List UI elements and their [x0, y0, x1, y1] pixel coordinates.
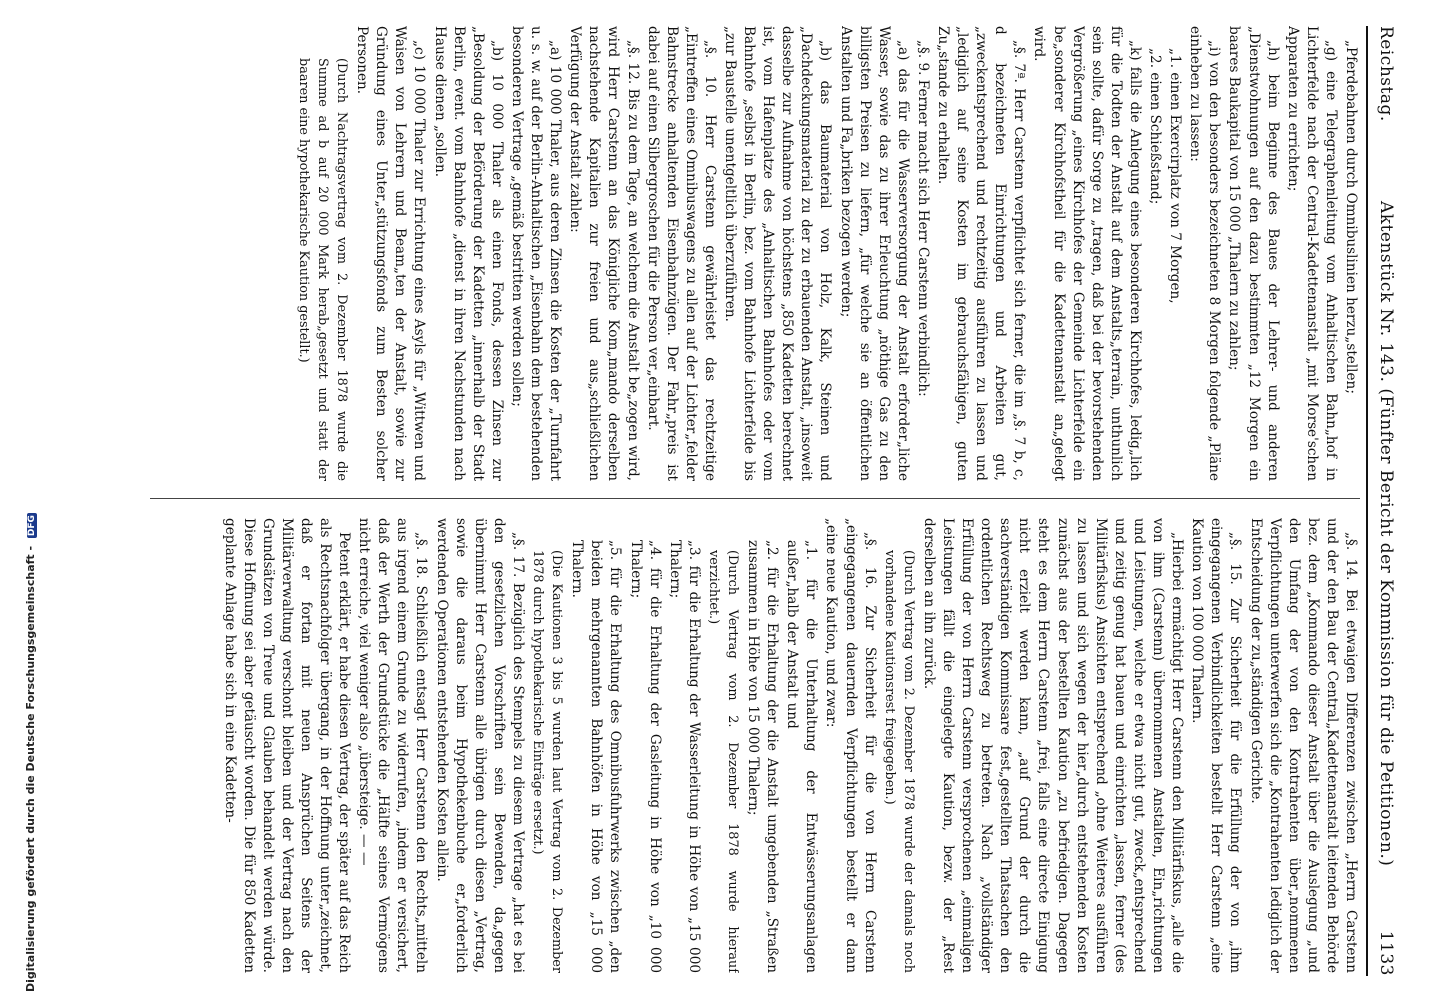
paragraph: „§. 18. Schließlich entsagt Herr Carstenn den Rechts„mitteln aus irgend einem Grunde zu widerrufen, „indem er versichert, daß der Werth der Grundstücke die „Hälfte seines Vermögens nicht erreiche, viel weniger also „übersteige. — —: [356, 518, 430, 973]
editorial-note: (Durch Vertrag vom 2. Dezember 1878 wurde hierauf verzichtet.): [705, 550, 740, 973]
footer-credit-text: Digitalisierung gefördert durch die Deutsche Forschungsgemeinschaft -: [24, 545, 37, 992]
paragraph: „k) falls die Anlegung eines besonderen Kirchhofes, ledig„lich für die Todten der Anstalt auf dem Anstalts„terrain, unthunlich sein sollte, dafür Sorge zu „tragen, daß bei der bevorstehenden Vergrößerung „eines Kirchhofes der Gemeinde Lichterfelde ein be„sonderer Kirchhofstheil für die Kadettenanstalt an„gelegt wird.: [1031, 26, 1143, 481]
header-title: Aktenstück Nr. 143. (Fünfter Bericht der Kommission für die Petitionen.): [1376, 201, 1396, 867]
right-column: [130, 518, 1360, 973]
paragraph: „1. für die Unterhaltung der Entwässerungsanlagen außer„halb der Anstalt und: [784, 540, 820, 973]
header-rule: [1366, 26, 1368, 976]
paragraph: „g) eine Telegraphenleitung vom Anhaltischen Bahn„hof in Lichterfelde nach der Central-Kadettenanstalt „mit Morse'schen Apparaten zu errichten;: [1284, 26, 1339, 481]
header-reichstag: Reichstag.: [1376, 26, 1396, 122]
paragraph: „5. für die Erhaltung des Omnibusfuhrwerks zwischen „den beiden mehrgenannten Bahnhöfen in Höhe von „15 000 Thalern.: [569, 540, 624, 973]
footer-credit: [24, 513, 37, 992]
paragraph: „Hierbei ermächtigt Herr Carstenn den Militärfiskus, „alle die von ihm (Carstenn) übernommenen Anstalten, Ein„richtungen und Leistungen, welche er etwa nicht gut, zweck„entsprechend und zeitig genug hat bauen und einrichten „lassen, ferner (des Militärfiskus) Ansichten entsprechend „ohne Weiteres ausführen zu lassen und sich wegen der hier„durch entstehenden Kosten zunächst aus der bestellten Kaution „zu befriedigen. Dagegen steht es dem Herrn Carstenn „frei, falls eine directe Einigung nicht erzielt werden kann, „auf Grund der durch die sachverständigen Kommissare fest„gestellten Thatsachen den ordentlichen Rechtsweg zu betreten. Nach „vollständiger Erfüllung der von Herrn Carstenn versprochenen „einmaligen Leistungen fällt die eingelegte Kaution, bezw. der „Rest derselben an ihn zurück.: [920, 518, 1186, 973]
paragraph: „§. 12. Bis zu dem Tage, an welchem die Anstalt be„zogen wird, wird Herr Carstenn an das Königliche Kom„mando derselben nachstehende Kapitalien zur freien und aus„schließlichen Verfügung der Anstalt zahlen:: [567, 26, 641, 481]
paragraph: „a) das für die Wasserversorgung der Anstalt erforder„liche Wasser, sowie das zu ihrer Erleuchtung „nöthige Gas zu den billigsten Preisen zu liefern, „für welche sie an öffentlichen Anstalten und Fa„briken bezogen werden;: [837, 26, 911, 481]
paragraph: „§. 14. Bei etwaigen Differenzen zwischen „Herrn Carstenn und der den Bau der Central„Kadettenanstalt leitenden Behörde bez. dem „Kommando dieser Anstalt über die Auslegung „und den Umfang der von den Kontrahenten über„nommenen Verpflichtungen unterwerfen sich die „Kontrahenten lediglich der Entscheidung der zu„ständigen Gerichte.: [1247, 518, 1359, 973]
paragraph: „a) 10 000 Thaler, aus deren Zinsen die Kosten der „Turnfahrt u. s. w. auf der Berlin-Anhaltischen „Eisenbahn dem bestehenden besonderen Vertrage „gemäß bestritten werden sollen;: [508, 26, 564, 481]
editorial-note: (Durch Vertrag vom 2. Dezember 1878 wurde der damals noch vorhandene Kautionsrest freigegeben.): [881, 550, 916, 973]
paragraph: „§. 10. Herr Carstenn gewährleistet das rechtzeitige „Eintreffen eines Omnibuswagens zu allen auf der Lichter„felder Bahnstrecke anhaltenden Eisenbahnzügen. Der Fahr„preis ist dabei auf einen Silbergroschen für die Person ver„einbart.: [644, 26, 718, 481]
paragraph: „§. 16. Zur Sicherheit für die von Herrn Carstenn „eingegangenen dauernden Verpflichtungen bestellt er dann „eine neue Kaution, und zwar:: [823, 518, 878, 973]
paragraph: „1. einen Exercirplatz von 7 Morgen,: [1167, 48, 1184, 304]
paragraph: „§. 17. Bezüglich des Stempels zu diesem Vertrage „hat es bei den gesetzlichen Vorschriften sein Bewenden, da„gegen übernimmt Herr Carstenn alle übrigen durch diesen „Vertrag, sowie die daraus beim Hypothekenbuche er„forderlich werdenden Operationen entstehenden Kosten allein.: [433, 518, 526, 973]
paragraph: „3. für die Erhaltung der Wasserleitung in Höhe von „15 000 Thalern;: [666, 540, 702, 973]
paragraph: Petent erklärt, er habe diesen Vertrag, der später auf das Reich als Rechtsnachfolger übergang, in der Hoffnung unter„zeichnet, daß er fortan mit neuen Ansprüchen Seitens der Militärverwaltung verschont bleiben und der Vertrag nach den Grundsätzen von Treue und Glauben behandelt werden würde. Diese Hoffnung sei aber getäuscht worden. Die für 850 Kadetten geplante Anlage habe sich in eine Kadetten-: [221, 518, 353, 973]
paragraph: „2. einen Schießstand;: [1147, 48, 1164, 205]
paragraph: „§. 15. Zur Sicherheit für die Erfüllung der von „ihm eingegangenen Verbindlichkeiten bestellt Herr Carstenn „eine Kaution von 100 000 Thalern.: [1189, 518, 1244, 973]
paragraph: „b) 10 000 Thaler als einen Fonds, dessen Zinsen zur „Besoldung der Beförderung der Kadetten „innerhalb der Stadt Berlin, event. vom Bahnhofe „dienst in ihren Nachstunden nach Hause dienen „sollen.: [431, 26, 505, 481]
page-number: 1133: [1376, 930, 1396, 976]
paragraph: „c) 10 000 Thaler zur Errichtung eines Asyls für „Wittwen und Waisen von Lehrern und Beam„ten der Anstalt, sowie zur Gründung eines Unter„stützungsfonds zum Besten solcher Personen.: [354, 26, 428, 481]
digitization-footer: [2, 0, 37, 1000]
paragraph: „2. für die Erhaltung der die Anstalt umgebenden „Straßen zusammen in Höhe von 15 000 Thalern;: [745, 540, 781, 973]
rotated-document-page: [120, 8, 1400, 993]
paragraph: „Pferdebahnen durch Omnibuslinien herzu„stellen;: [1343, 40, 1359, 394]
paragraph: „h) beim Beginne des Baues der Lehrer- und anderen „Dienstwohnungen auf den dazu bestimmten „12 Morgen ein baares Baukapital von 15 000 „Thalern zu zahlen;: [1226, 26, 1281, 481]
column-divider: [150, 498, 1360, 499]
dfg-logo: DFG: [27, 515, 37, 537]
paragraph: „b) das Baumaterial von Holz, Kalk, Steinen und „Dachdeckungsmaterial zu der zu erbauenden Anstalt, „insoweit dasselbe zur Aufnahme von höchstens „850 Kadetten berechnet ist, vom Hafenplatze des „Anhaltischen Bahnhofes oder vom Bahnhofe „selbst in Berlin, bez. vom Bahnhofe Lichterfelde bis „zur Baustelle unentgeltlich überzuführen.: [722, 26, 834, 481]
editorial-note: (Durch Nachtragsvertrag vom 2. Dezember 1878 wurde die Summe ad b auf 20 000 Mark herab„gesetzt und statt der baaren eine hypothekarische Kaution gestellt.): [295, 58, 350, 481]
paragraph: „§. 7ª. Herr Carstenn verpflichtet sich ferner, die im „§. 7 b, c, d bezeichneten Einrichtungen und Arbeiten gut, „zweckentsprechend und rechtzeitig ausführen zu lassen und „lediglich auf seine Kosten im gebrauchsfähigen, guten Zu„stande zu erhalten.: [935, 26, 1028, 481]
left-column: [130, 26, 1360, 481]
paragraph: „i) von den besonders bezeichneten 8 Morgen folgende „Pläne einheben zu lassen:: [1187, 26, 1223, 481]
paragraph: „4. für die Erhaltung der Gasleitung in Höhe von „10 000 Thalern;: [627, 540, 663, 973]
paragraph: „§. 9. Ferner macht sich Herr Carstenn verbindlich:: [914, 40, 931, 397]
editorial-note: (Die Kautionen 3 bis 5 wurden laut Vertrag vom 2. Dezember 1878 durch hypothekarische Einträge ersetzt.): [530, 550, 565, 973]
page-header: [1370, 26, 1396, 976]
